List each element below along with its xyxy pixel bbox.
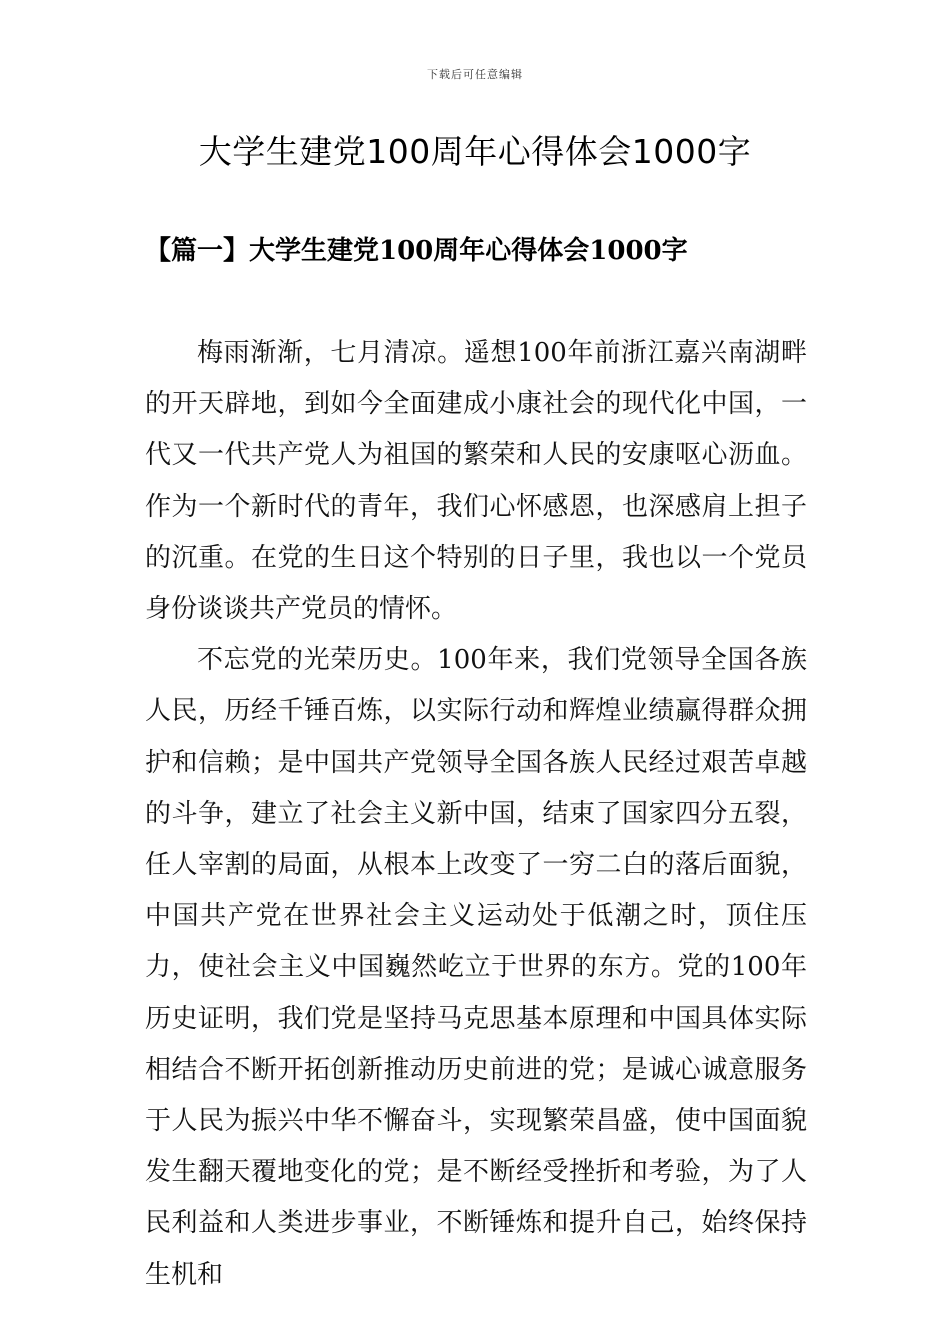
section-heading: 【篇一】大学生建党100周年心得体会1000字 [145,236,688,266]
paragraph: 梅雨渐渐，七月清凉。遥想100年前浙江嘉兴南湖畔的开天辟地，到如今全面建成小康社会的现代化中国，一代又一代共产党人为祖国的繁荣和人民的安康呕心沥血。作为一个新时代的青年，我们心怀感恩，也深感肩上担子的沉重。在党的生日这个特别的日子里，我也以一个党员身份谈谈共产党员的情怀。 [145,338,807,625]
header-note: 下载后可任意编辑 [427,68,523,81]
body-text [145,328,807,1301]
paragraph: 不忘党的光荣历史。100年来，我们党领导全国各族人民，历经千锤百炼，以实际行动和辉煌业绩赢得群众拥护和信赖；是中国共产党领导全国各族人民经过艰苦卓越的斗争，建立了社会主义新中国，结束了国家四分五裂，任人宰割的局面，从根本上改变了一穷二白的落后面貌，中国共产党在世界社会主义运动处于低潮之时，顶住压力，使社会主义中国巍然屹立于世界的东方。党的100年历史证明，我们党是坚持马克思基本原理和中国具体实际相结合不断开拓创新推动历史前进的党；是诚心诚意服务于人民为振兴中华不懈奋斗，实现繁荣昌盛，使中国面貌发生翻天覆地变化的党；是不断经受挫折和考验，为了人民利益和人类进步事业，不断锤炼和提升自己，始终保持生机和 [145,645,807,1290]
document-title: 大学生建党100周年心得体会1000字 [198,132,752,171]
